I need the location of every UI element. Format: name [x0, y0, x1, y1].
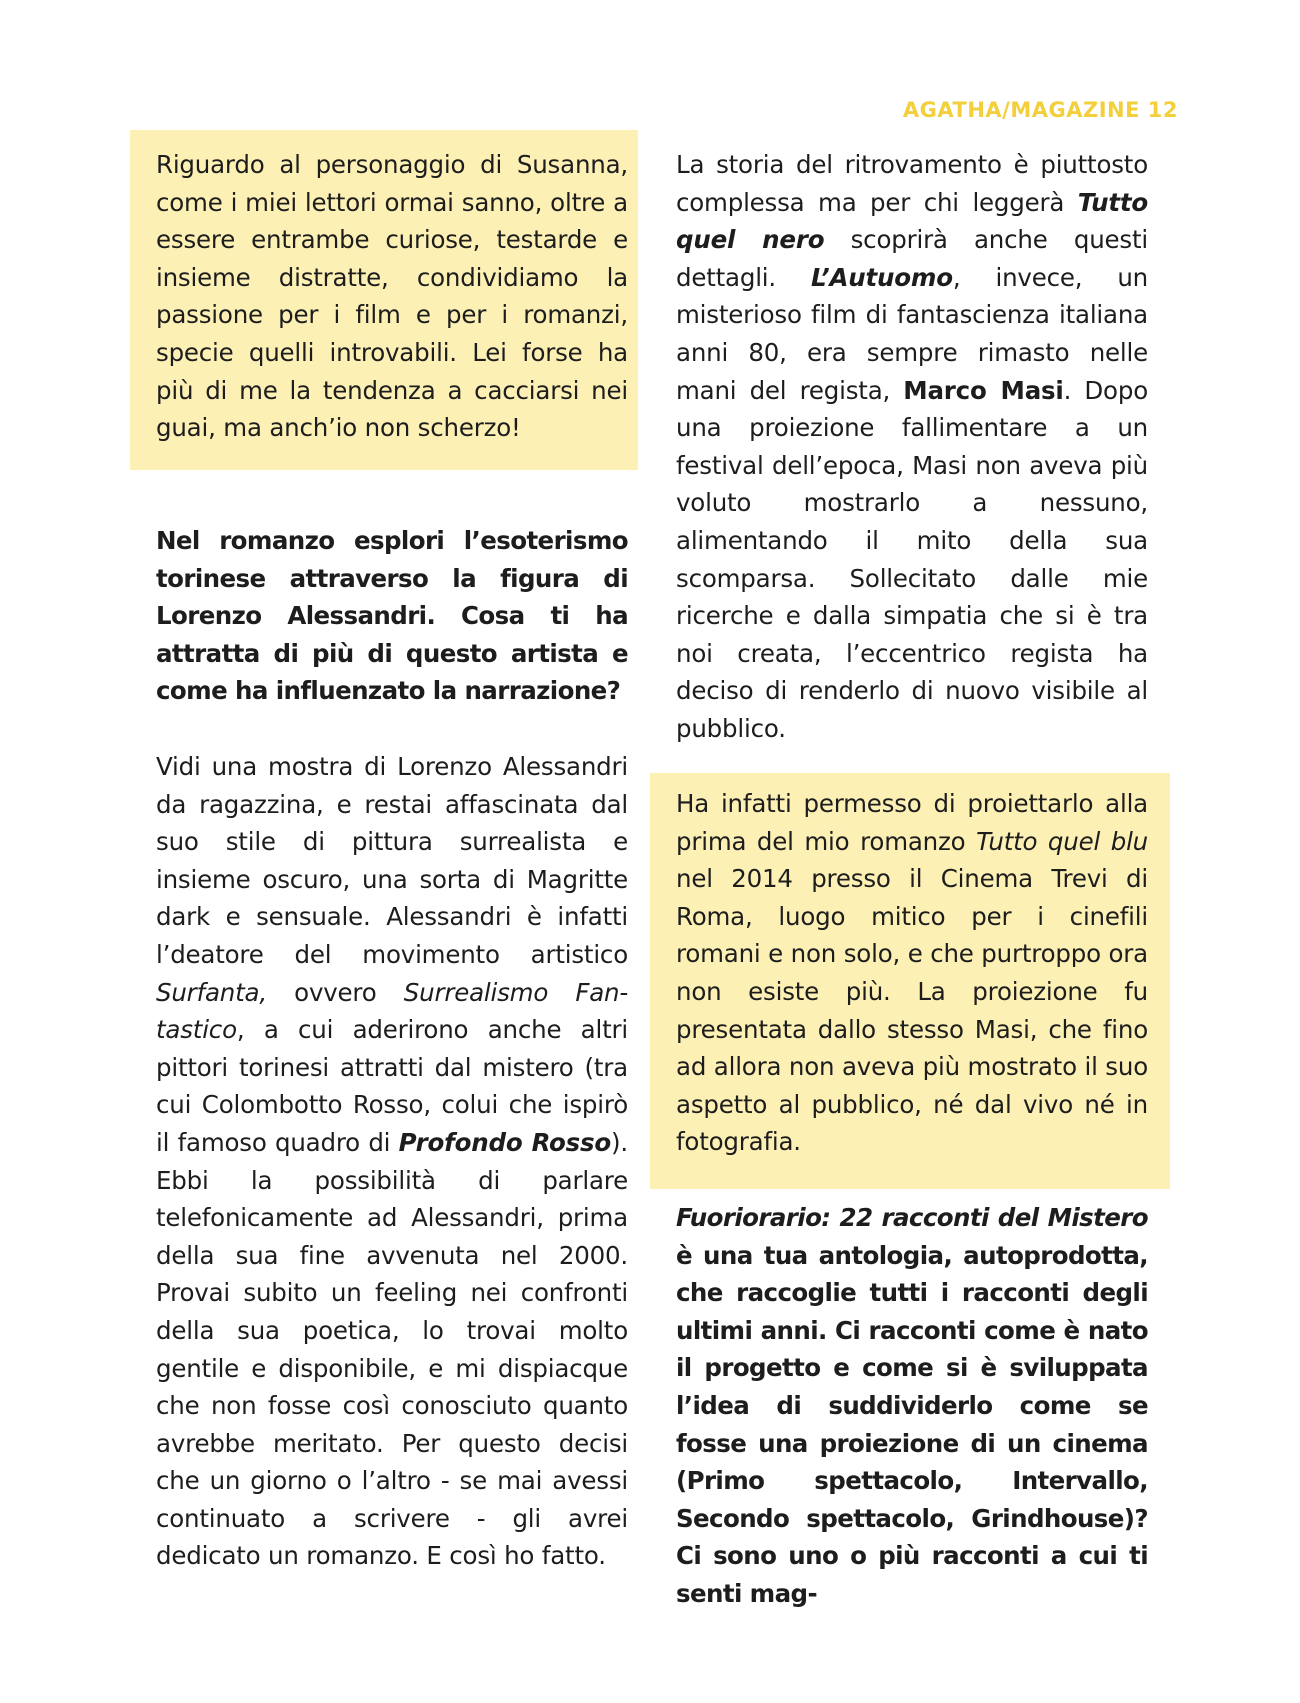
right-question: Fuoriorario: 22 racconti del Mistero è una tua antologia, autoprodotta, che raccoglie tutti i racconti degli ultimi anni. Ci racconti come è nato il progetto e come si è sviluppata l’idea di suddividerlo come se fosse una proiezione di un cinema (Primo spettacolo, Intervallo, Secondo spettacolo, Grindhouse)? Ci sono uno o più racconti a cui ti senti mag- [676, 1203, 1148, 1608]
left-question: Nel romanzo esplori l’esoterismo torinese attraverso la figura di Lorenzo Alessandri. Cosa ti ha attratta di più di questo artista e come ha influenzato la narrazione? [156, 526, 628, 706]
left-answer: Vidi una mostra di Lorenzo Alessandri da ragazzina, e restai affascinata dal suo stile di pittura surrealista e insieme oscuro, una sorta di Magritte dark e sensuale. Alessandri è infatti l’deatore del movimento artistico Surfanta, ovvero Surrealismo Fan-tastico, a cui aderirono anche altri pittori torinesi attratti dal mistero (tra cui Colombotto Rosso, colui che ispirò il famoso quadro di Profondo Rosso). Ebbi la possibilità di parlare telefonicamente ad Alessandri, prima della sua fine avvenuta nel 2000. Provai subito un feeling nei confronti della sua poetica, lo trovai molto gentile e disponibile, e mi dispiacque che non fosse così conosciuto quanto avrebbe meritato. Per questo decisi che un giorno o l’altro - se mai avessi continuato a scrivere - gli avrei dedicato un romanzo. E così ho fatto. [156, 752, 629, 1571]
left-box-text: Riguardo al personaggio di Susanna, come i miei lettori ormai sanno, oltre a essere entrambe curiose, testarde e insieme distratte, condividiamo la passione per i film e per i romanzi, specie quelli introvabili. Lei forse ha più di me la tendenza a cacciarsi nei guai, ma anch’io non scherzo! [156, 150, 628, 443]
magazine-header: AGATHA/MAGAZINE 12 [902, 98, 1178, 122]
right-box-text: Ha infatti permesso di proiettarlo alla prima del mio romanzo Tutto quel blu nel 2014 presso il Cinema Trevi di Roma, luogo mitico per i cinefili romani e non solo, e che purtroppo ora non esiste più. La proiezione fu presentata dallo stesso Masi, che fino ad allora non aveva più mostrato il suo aspetto al pubblico, né dal vivo né in fotografia. [676, 789, 1148, 1157]
right-paragraph-1: La storia del ritrovamento è piuttosto complessa ma per chi leggerà Tutto quel nero scoprirà anche questi dettagli. L’Autuomo, invece, un misterioso film di fantascienza italiana anni 80, era sempre rimasto nelle mani del regista, Marco Masi. Dopo una proiezione fallimentare a un festival dell’epoca, Masi non aveva più voluto mostrarlo a nessuno, alimentando il mito della sua scomparsa. Sollecitato dalle mie ricerche e dalla simpatia che si è tra noi creata, l’eccentrico regista ha deciso di renderlo di nuovo visibile al pubblico. [676, 150, 1148, 743]
